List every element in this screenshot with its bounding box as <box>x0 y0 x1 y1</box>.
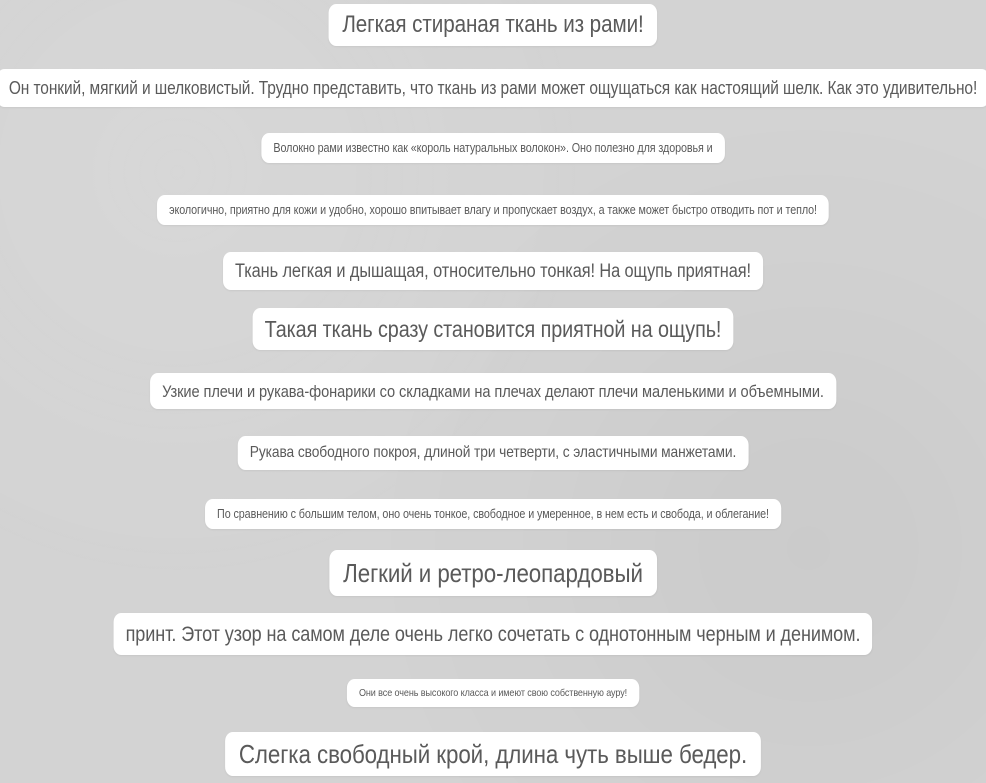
text-bubble <box>157 195 829 225</box>
text-bubble <box>347 679 639 707</box>
text-bubble <box>253 308 734 350</box>
bubble-text: Они все очень высокого класса и имеют свою собственную ауру! <box>358 686 628 699</box>
bubble-text: Он тонкий, мягкий и шелковистый. Трудно представить, что ткань из рами может ощущаться как настоящий шелк. Как это удивительно! <box>8 78 978 98</box>
bubble-text: Волокно рами известно как «король натуральных волокон». Оно полезно для здоровья и <box>273 140 713 155</box>
text-bubble <box>150 373 836 409</box>
bubble-text: Ткань легкая и дышащая, относительно тонкая! На ощупь приятная! <box>235 260 751 282</box>
text-bubble-heading <box>225 732 761 776</box>
bubble-text: Узкие плечи и рукава-фонарики со складками на плечах делают плечи маленькими и объемными. <box>162 381 824 401</box>
bubble-text: Рукава свободного покроя, длиной три четверти, с эластичными манжетами. <box>249 444 737 461</box>
text-bubble-heading <box>329 550 656 596</box>
text-bubble <box>0 69 986 107</box>
bubble-text: Легкий и ретро-леопардовый <box>343 558 643 588</box>
text-bubble <box>261 133 724 163</box>
text-bubble-title <box>329 4 658 46</box>
bubble-text: Легкая стираная ткань из рами! <box>342 11 644 38</box>
text-bubble <box>114 613 873 655</box>
bubble-text: принт. Этот узор на самом деле очень легко сочетать с однотонным черным и денимом. <box>125 622 861 646</box>
bubble-text: Такая ткань сразу становится приятной на ощупь! <box>264 315 722 342</box>
bubble-text: экологично, приятно для кожи и удобно, хорошо впитывает влагу и пропускает воздух, а также может быстро отводить пот и тепло! <box>169 202 817 217</box>
text-bubble <box>223 252 763 290</box>
text-bubble <box>205 499 781 529</box>
bubble-text: По сравнению с большим телом, оно очень тонкое, свободное и умеренное, в нем есть и свобода, и облегание! <box>217 506 769 521</box>
bubble-text: Слегка свободный крой, длина чуть выше бедер. <box>238 739 748 769</box>
text-bubble <box>238 436 748 470</box>
